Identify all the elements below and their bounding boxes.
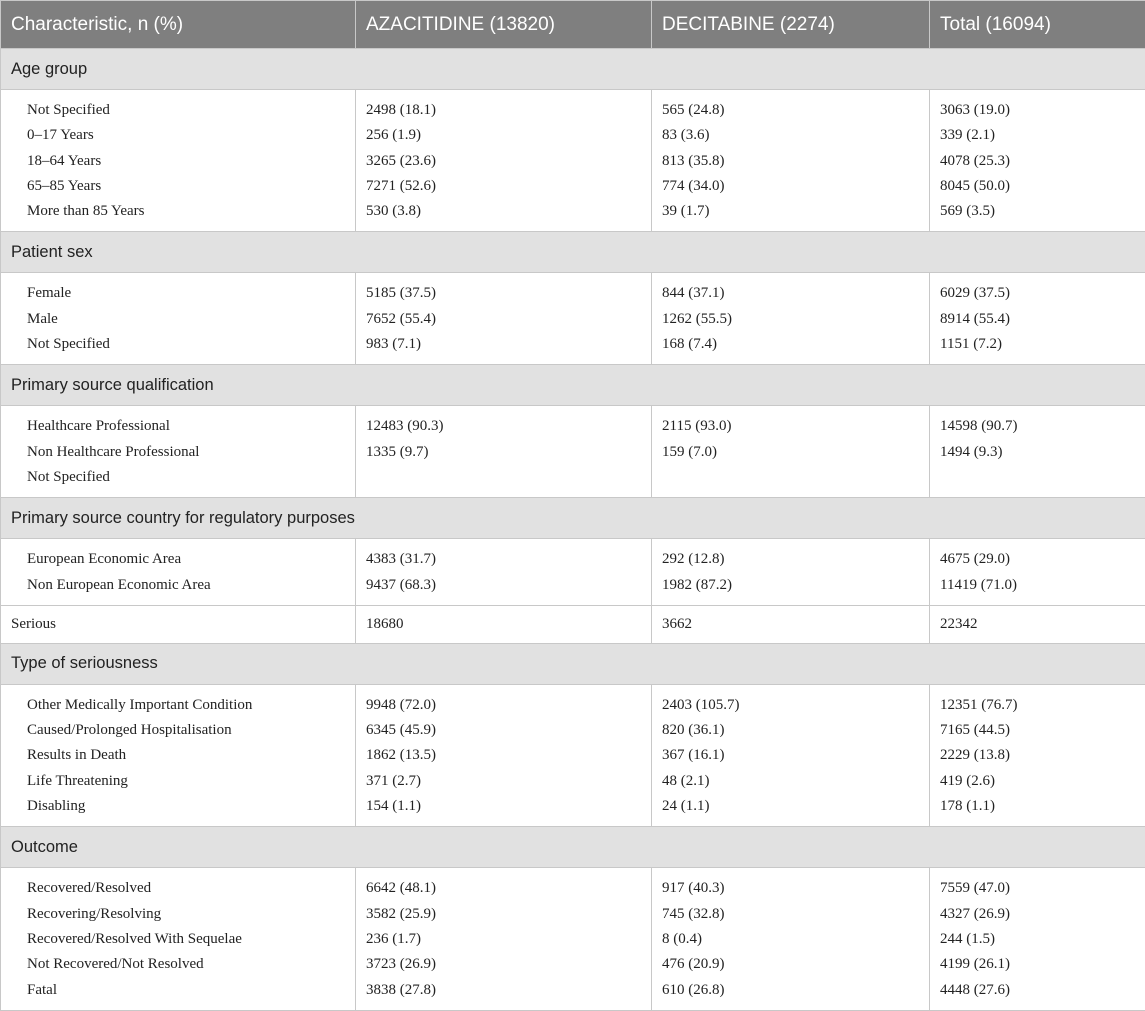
serious-row bbox=[1, 605, 1145, 643]
total-value: 339 (2.1) bbox=[930, 123, 1145, 148]
azacitidine-value: 256 (1.9) bbox=[356, 123, 651, 148]
row-label: Caused/Prolonged Hospitalisation bbox=[1, 718, 355, 743]
total-value: 4675 (29.0) bbox=[930, 547, 1145, 572]
section-title: Outcome bbox=[1, 827, 1145, 868]
row-label: Recovered/Resolved bbox=[1, 876, 355, 901]
azacitidine-value: 6345 (45.9) bbox=[356, 718, 651, 743]
total-value: 22342 bbox=[930, 605, 1145, 643]
header-row bbox=[1, 1, 1145, 49]
row-label: Recovering/Resolving bbox=[1, 902, 355, 927]
section-outcome bbox=[1, 827, 1145, 1010]
row-label: 0–17 Years bbox=[1, 123, 355, 148]
total-value: 4078 (25.3) bbox=[930, 149, 1145, 174]
decitabine-value: 2115 (93.0) bbox=[652, 414, 929, 439]
azacitidine-value: 530 (3.8) bbox=[356, 199, 651, 224]
total-value: 4199 (26.1) bbox=[930, 952, 1145, 977]
total-value: 4327 (26.9) bbox=[930, 902, 1145, 927]
decitabine-value: 1982 (87.2) bbox=[652, 573, 929, 598]
decitabine-value: 813 (35.8) bbox=[652, 149, 929, 174]
total-value: 1151 (7.2) bbox=[930, 332, 1145, 357]
decitabine-value: 367 (16.1) bbox=[652, 743, 929, 768]
decitabine-value: 2403 (105.7) bbox=[652, 693, 929, 718]
azacitidine-value: 9437 (68.3) bbox=[356, 573, 651, 598]
section-serious bbox=[1, 605, 1145, 643]
header-azacitidine: AZACITIDINE (13820) bbox=[356, 1, 652, 49]
row-label: 65–85 Years bbox=[1, 174, 355, 199]
azacitidine-value: 5185 (37.5) bbox=[356, 281, 651, 306]
decitabine-value: 8 (0.4) bbox=[652, 927, 929, 952]
total-value: 7559 (47.0) bbox=[930, 876, 1145, 901]
section-patient-sex bbox=[1, 232, 1145, 365]
azacitidine-value: 7652 (55.4) bbox=[356, 307, 651, 332]
azacitidine-value: 1862 (13.5) bbox=[356, 743, 651, 768]
decitabine-value: 292 (12.8) bbox=[652, 547, 929, 572]
total-value: 14598 (90.7) bbox=[930, 414, 1145, 439]
azacitidine-value: 154 (1.1) bbox=[356, 794, 651, 819]
total-value: 569 (3.5) bbox=[930, 199, 1145, 224]
decitabine-value: 83 (3.6) bbox=[652, 123, 929, 148]
azacitidine-value: 9948 (72.0) bbox=[356, 693, 651, 718]
decitabine-value: 24 (1.1) bbox=[652, 794, 929, 819]
row-label: 18–64 Years bbox=[1, 149, 355, 174]
decitabine-value: 820 (36.1) bbox=[652, 718, 929, 743]
total-value: 2229 (13.8) bbox=[930, 743, 1145, 768]
decitabine-value: 917 (40.3) bbox=[652, 876, 929, 901]
section-title: Primary source qualification bbox=[1, 365, 1145, 406]
azacitidine-value: 3838 (27.8) bbox=[356, 978, 651, 1003]
header-characteristic: Characteristic, n (%) bbox=[1, 1, 356, 49]
azacitidine-value: 3582 (25.9) bbox=[356, 902, 651, 927]
azacitidine-value bbox=[356, 465, 651, 490]
azacitidine-value: 18680 bbox=[356, 605, 652, 643]
total-value: 12351 (76.7) bbox=[930, 693, 1145, 718]
row-label: Female bbox=[1, 281, 355, 306]
decitabine-value: 3662 bbox=[652, 605, 930, 643]
row-label: Disabling bbox=[1, 794, 355, 819]
decitabine-value: 610 (26.8) bbox=[652, 978, 929, 1003]
azacitidine-value: 6642 (48.1) bbox=[356, 876, 651, 901]
row-label: Not Recovered/Not Resolved bbox=[1, 952, 355, 977]
decitabine-value bbox=[652, 465, 929, 490]
row-label: More than 85 Years bbox=[1, 199, 355, 224]
total-value: 7165 (44.5) bbox=[930, 718, 1145, 743]
azacitidine-value: 983 (7.1) bbox=[356, 332, 651, 357]
total-value: 419 (2.6) bbox=[930, 769, 1145, 794]
header-decitabine: DECITABINE (2274) bbox=[652, 1, 930, 49]
decitabine-value: 565 (24.8) bbox=[652, 98, 929, 123]
section-primary-source-qualification bbox=[1, 365, 1145, 498]
total-value: 178 (1.1) bbox=[930, 794, 1145, 819]
azacitidine-value: 7271 (52.6) bbox=[356, 174, 651, 199]
total-value: 244 (1.5) bbox=[930, 927, 1145, 952]
total-value: 8045 (50.0) bbox=[930, 174, 1145, 199]
row-label: Results in Death bbox=[1, 743, 355, 768]
section-type-of-seriousness bbox=[1, 643, 1145, 826]
section-age-group bbox=[1, 49, 1145, 232]
decitabine-value: 39 (1.7) bbox=[652, 199, 929, 224]
row-label: Male bbox=[1, 307, 355, 332]
header-total: Total (16094) bbox=[930, 1, 1145, 49]
section-primary-source-country bbox=[1, 498, 1145, 606]
total-value: 11419 (71.0) bbox=[930, 573, 1145, 598]
row-label: Other Medically Important Condition bbox=[1, 693, 355, 718]
azacitidine-value: 1335 (9.7) bbox=[356, 440, 651, 465]
azacitidine-value: 3265 (23.6) bbox=[356, 149, 651, 174]
decitabine-value: 1262 (55.5) bbox=[652, 307, 929, 332]
section-title: Primary source country for regulatory purposes bbox=[1, 498, 1145, 539]
decitabine-value: 476 (20.9) bbox=[652, 952, 929, 977]
total-value bbox=[930, 465, 1145, 490]
row-label: Not Specified bbox=[1, 98, 355, 123]
row-label: Non European Economic Area bbox=[1, 573, 355, 598]
section-title: Type of seriousness bbox=[1, 643, 1145, 684]
azacitidine-value: 371 (2.7) bbox=[356, 769, 651, 794]
decitabine-value: 745 (32.8) bbox=[652, 902, 929, 927]
total-value: 4448 (27.6) bbox=[930, 978, 1145, 1003]
section-title: Patient sex bbox=[1, 232, 1145, 273]
row-label: European Economic Area bbox=[1, 547, 355, 572]
row-label: Recovered/Resolved With Sequelae bbox=[1, 927, 355, 952]
total-value: 1494 (9.3) bbox=[930, 440, 1145, 465]
total-value: 3063 (19.0) bbox=[930, 98, 1145, 123]
decitabine-value: 159 (7.0) bbox=[652, 440, 929, 465]
total-value: 8914 (55.4) bbox=[930, 307, 1145, 332]
row-label: Non Healthcare Professional bbox=[1, 440, 355, 465]
row-label: Serious bbox=[1, 605, 356, 643]
decitabine-value: 48 (2.1) bbox=[652, 769, 929, 794]
row-label: Not Specified bbox=[1, 465, 355, 490]
azacitidine-value: 3723 (26.9) bbox=[356, 952, 651, 977]
decitabine-value: 168 (7.4) bbox=[652, 332, 929, 357]
total-value: 6029 (37.5) bbox=[930, 281, 1145, 306]
row-label: Healthcare Professional bbox=[1, 414, 355, 439]
section-title: Age group bbox=[1, 49, 1145, 90]
row-label: Not Specified bbox=[1, 332, 355, 357]
row-label: Life Threatening bbox=[1, 769, 355, 794]
azacitidine-value: 4383 (31.7) bbox=[356, 547, 651, 572]
decitabine-value: 774 (34.0) bbox=[652, 174, 929, 199]
azacitidine-value: 236 (1.7) bbox=[356, 927, 651, 952]
row-label: Fatal bbox=[1, 978, 355, 1003]
azacitidine-value: 2498 (18.1) bbox=[356, 98, 651, 123]
azacitidine-value: 12483 (90.3) bbox=[356, 414, 651, 439]
decitabine-value: 844 (37.1) bbox=[652, 281, 929, 306]
